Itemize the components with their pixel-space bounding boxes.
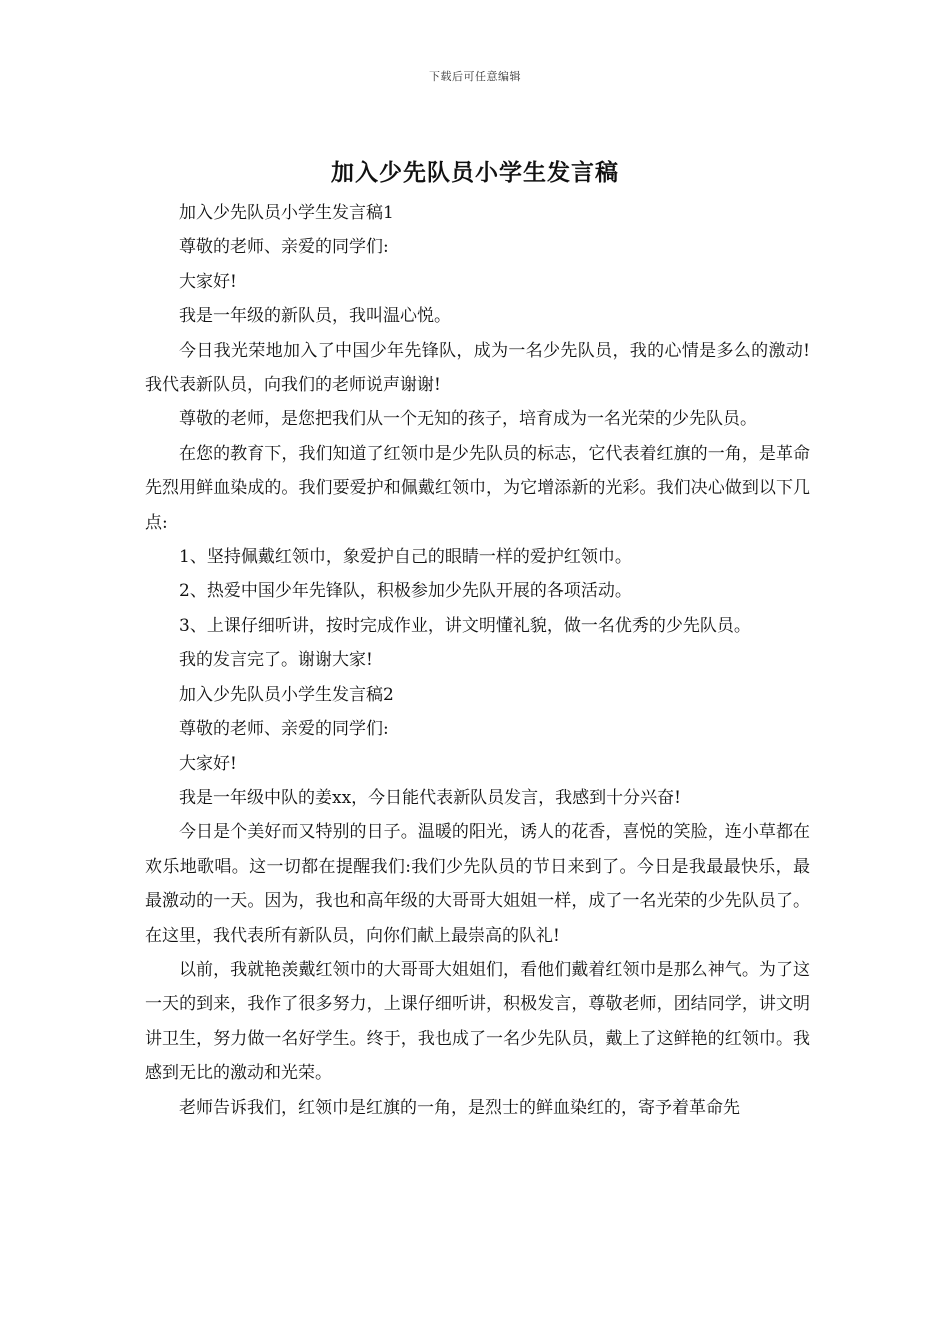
paragraph: 大家好! bbox=[179, 271, 237, 292]
paragraph: 老师告诉我们，红领巾是红旗的一角，是烈士的鲜血染红的，寄予着革命先 bbox=[179, 1097, 740, 1118]
paragraph: 今日是个美好而又特别的日子。温暖的阳光，诱人的花香，喜悦的笑脸，连小草都在欢乐地歌唱。这一切都在提醒我们:我们少先队员的节日来到了。今日是我最最快乐，最最激动的一天。因为，我也和高年级的大哥哥大姐姐一样，成了一名光荣的少先队员了。在这里，我代表所有新队员，向你们献上最崇高的队礼! bbox=[145, 822, 810, 946]
paragraph: 在您的教育下，我们知道了红领巾是少先队员的标志，它代表着红旗的一角，是革命先烈用鲜血染成的。我们要爱护和佩戴红领巾，为它增添新的光彩。我们决心做到以下几点: bbox=[145, 443, 810, 533]
paragraph: 我是一年级的新队员，我叫温心悦。 bbox=[179, 306, 451, 327]
document-body bbox=[145, 196, 810, 1125]
paragraph: 加入少先队员小学生发言稿2 bbox=[179, 684, 394, 705]
document-title: 加入少先队员小学生发言稿 bbox=[331, 160, 619, 186]
paragraph: 我是一年级中队的姜xx，今日能代表新队员发言，我感到十分兴奋! bbox=[179, 787, 682, 808]
paragraph: 加入少先队员小学生发言稿1 bbox=[179, 203, 394, 223]
paragraph: 今日我光荣地加入了中国少年先锋队，成为一名少先队员，我的心情是多么的激动!我代表新队员，向我们的老师说声谢谢! bbox=[145, 340, 810, 396]
paragraph: 3、上课仔细听讲，按时完成作业，讲文明懂礼貌，做一名优秀的少先队员。 bbox=[179, 615, 751, 636]
paragraph: 大家好! bbox=[179, 753, 237, 774]
paragraph: 尊敬的老师，是您把我们从一个无知的孩子，培育成为一名光荣的少先队员。 bbox=[179, 409, 757, 430]
paragraph: 2、热爱中国少年先锋队，积极参加少先队开展的各项活动。 bbox=[179, 581, 632, 602]
paragraph: 1、坚持佩戴红领巾，象爱护自己的眼睛一样的爱护红领巾。 bbox=[179, 547, 632, 568]
paragraph: 以前，我就艳羡戴红领巾的大哥哥大姐姐们，看他们戴着红领巾是那么神气。为了这一天的到来，我作了很多努力，上课仔细听讲，积极发言，尊敬老师，团结同学，讲文明讲卫生，努力做一名好学生。终于，我也成了一名少先队员，戴上了这鲜艳的红领巾。我感到无比的激动和光荣。 bbox=[145, 959, 810, 1084]
header-note: 下载后可任意编辑 bbox=[429, 70, 521, 83]
paragraph: 尊敬的老师、亲爱的同学们: bbox=[179, 237, 389, 258]
paragraph: 尊敬的老师、亲爱的同学们: bbox=[179, 719, 389, 740]
paragraph: 我的发言完了。谢谢大家! bbox=[179, 650, 373, 671]
